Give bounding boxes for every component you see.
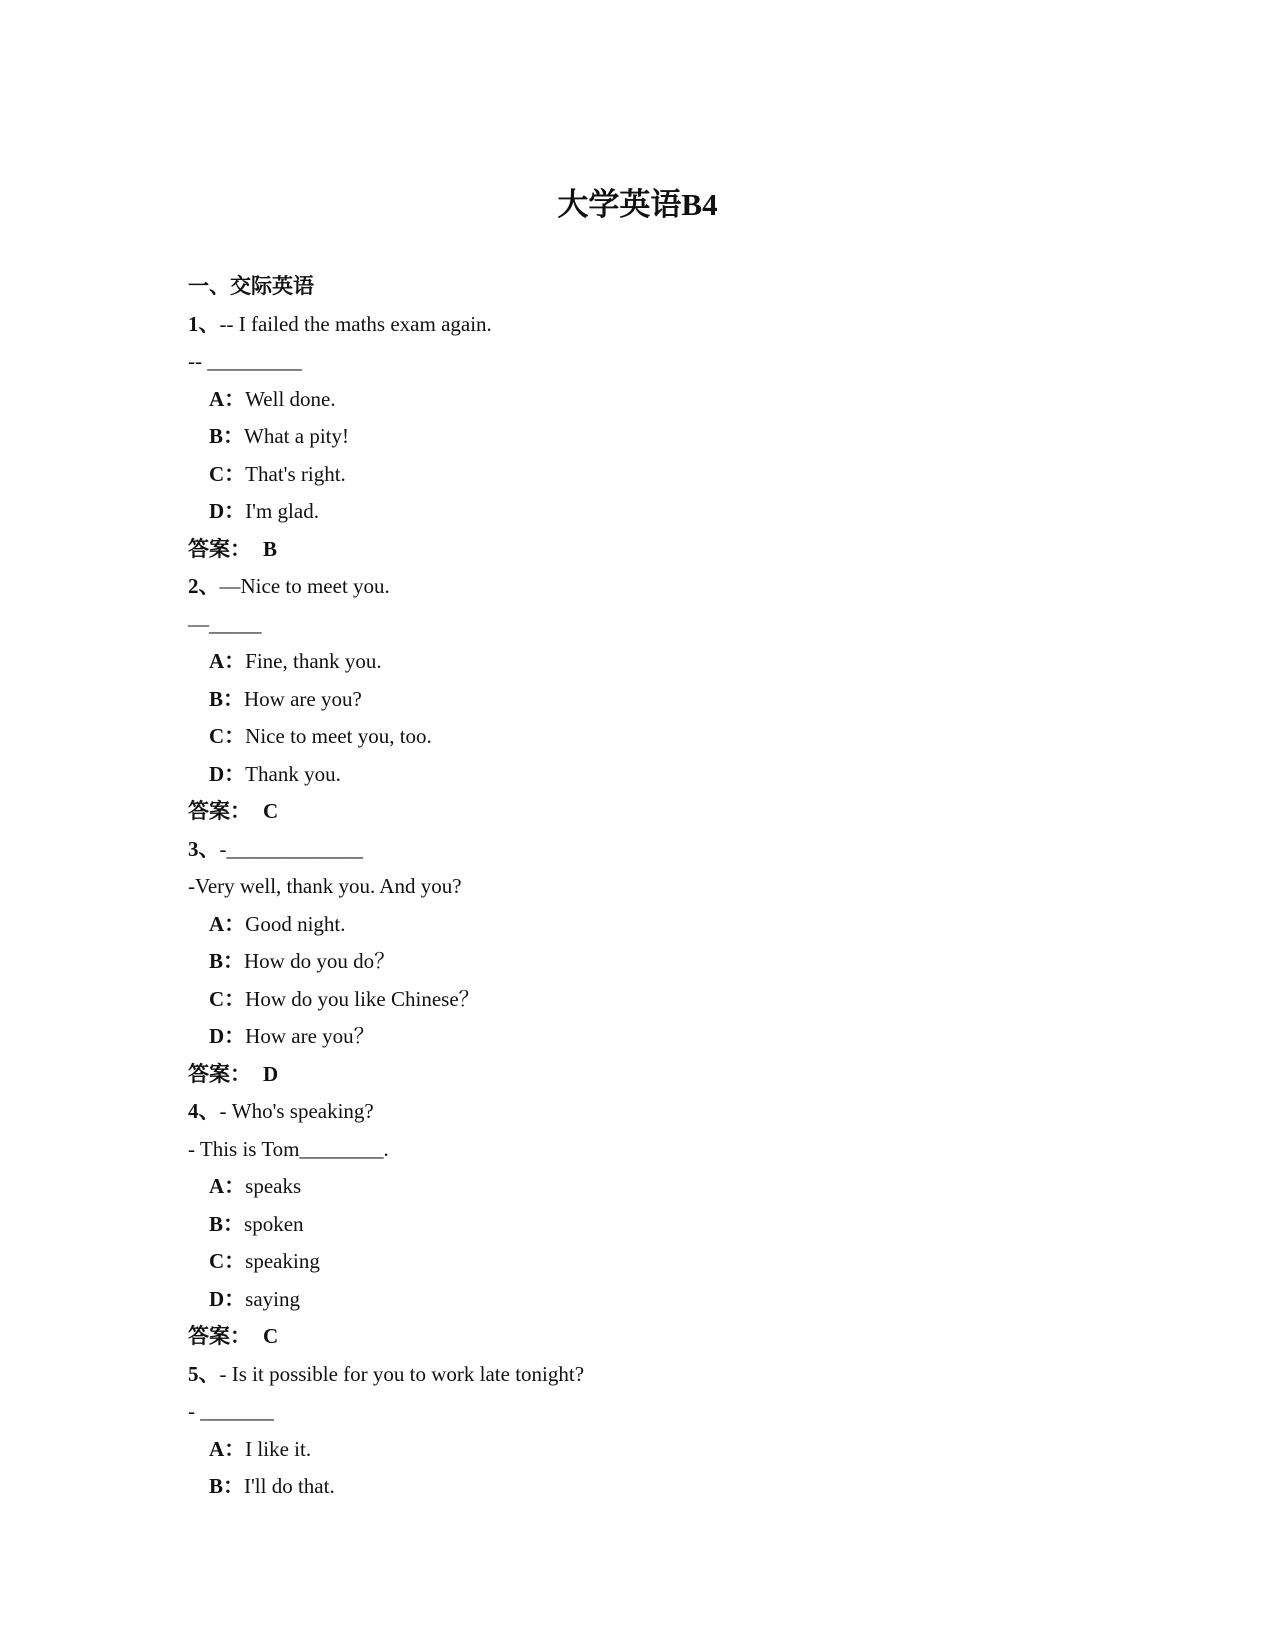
option-text: That's right.: [245, 461, 346, 486]
question-number: 2、: [188, 574, 220, 598]
prompt-text: - Is it possible for you to work late tonight?: [219, 1361, 585, 1386]
option-letter: A：: [209, 1174, 246, 1198]
question-reply: -Very well, thank you. And you?: [188, 874, 462, 898]
option-d: [188, 1281, 1188, 1319]
option-d: [188, 493, 1188, 531]
question-prompt: [188, 1356, 1188, 1394]
option-letter: B：: [209, 686, 245, 711]
option-d: [188, 1018, 1188, 1056]
option-text: How are you？: [245, 1024, 375, 1048]
option-c: [188, 718, 1188, 756]
answer-value: C: [263, 799, 279, 823]
option-text: Thank you.: [245, 761, 341, 786]
answer-label: 答案：: [188, 799, 251, 823]
option-letter: D：: [209, 1024, 246, 1048]
option-b: [188, 1468, 1188, 1506]
answer-line: [188, 531, 1188, 569]
option-letter: A：: [209, 1436, 246, 1461]
option-letter: D：: [209, 1286, 246, 1311]
option-text: I like it.: [245, 1436, 312, 1461]
answer-value: D: [263, 1061, 279, 1086]
option-letter: B：: [209, 1211, 245, 1236]
option-letter: A：: [209, 386, 246, 411]
option-letter: D：: [209, 761, 246, 786]
option-letter: A：: [209, 911, 246, 936]
option-a: [188, 1431, 1188, 1469]
option-text: Fine, thank you.: [245, 649, 382, 673]
section-heading: 一、交际英语: [188, 274, 314, 298]
option-c: [188, 981, 1188, 1019]
option-letter: D：: [209, 499, 246, 523]
option-letter: C：: [209, 1249, 246, 1273]
option-c: [188, 1243, 1188, 1281]
option-a: [188, 906, 1188, 944]
option-text: How do you do？: [244, 949, 396, 973]
answer-label: 答案：: [188, 1061, 251, 1086]
option-letter: C：: [209, 724, 246, 748]
option-text: speaking: [245, 1249, 320, 1273]
question-reply: - _______: [188, 1399, 274, 1423]
option-a: [188, 643, 1188, 681]
prompt-text: -- I failed the maths exam again.: [219, 311, 492, 336]
option-a: [188, 381, 1188, 419]
document-content: [188, 268, 1188, 1506]
question-reply: - This is Tom________.: [188, 1136, 389, 1161]
answer-value: C: [263, 1324, 279, 1348]
prompt-text: - Who's speaking?: [219, 1099, 374, 1123]
document-title: 大学英语B4: [557, 187, 718, 222]
option-c: [188, 456, 1188, 494]
question-reply: -- _________: [188, 349, 302, 373]
option-letter: B：: [209, 949, 245, 973]
option-letter: A：: [209, 649, 246, 673]
answer-label: 答案：: [188, 1324, 251, 1348]
question-number: 1、: [188, 311, 220, 336]
option-b: [188, 1206, 1188, 1244]
option-text: Good night.: [245, 911, 346, 936]
question-prompt: [188, 568, 1188, 606]
prompt-text: —Nice to meet you.: [219, 574, 390, 598]
answer-label: 答案：: [188, 536, 251, 561]
option-letter: C：: [209, 986, 246, 1011]
option-letter: B：: [209, 1474, 245, 1498]
question-2: [188, 568, 1188, 831]
question-1: [188, 306, 1188, 569]
option-text: I'm glad.: [245, 499, 319, 523]
option-text: How do you like Chinese？: [245, 986, 480, 1011]
option-a: [188, 1168, 1188, 1206]
prompt-text: -_____________: [219, 836, 363, 861]
question-reply: —_____: [188, 611, 262, 636]
question-prompt: [188, 1093, 1188, 1131]
option-text: speaks: [245, 1174, 302, 1198]
option-text: saying: [245, 1286, 300, 1311]
option-d: [188, 756, 1188, 794]
question-3: [188, 831, 1188, 1094]
option-b: [188, 943, 1188, 981]
answer-line: [188, 1056, 1188, 1094]
option-letter: B：: [209, 424, 245, 448]
question-number: 5、: [188, 1361, 220, 1386]
question-4: [188, 1093, 1188, 1356]
answer-value: B: [263, 536, 278, 561]
answer-line: [188, 793, 1188, 831]
option-letter: C：: [209, 461, 246, 486]
question-number: 3、: [188, 836, 220, 861]
question-prompt: [188, 831, 1188, 869]
option-text: Nice to meet you, too.: [245, 724, 432, 748]
question-number: 4、: [188, 1099, 220, 1123]
option-text: I'll do that.: [244, 1474, 335, 1498]
question-5: [188, 1356, 1188, 1506]
option-b: [188, 681, 1188, 719]
option-text: Well done.: [245, 386, 336, 411]
question-prompt: [188, 306, 1188, 344]
option-text: What a pity!: [244, 424, 349, 448]
option-text: spoken: [244, 1211, 304, 1236]
option-b: [188, 418, 1188, 456]
option-text: How are you?: [244, 686, 362, 711]
answer-line: [188, 1318, 1188, 1356]
